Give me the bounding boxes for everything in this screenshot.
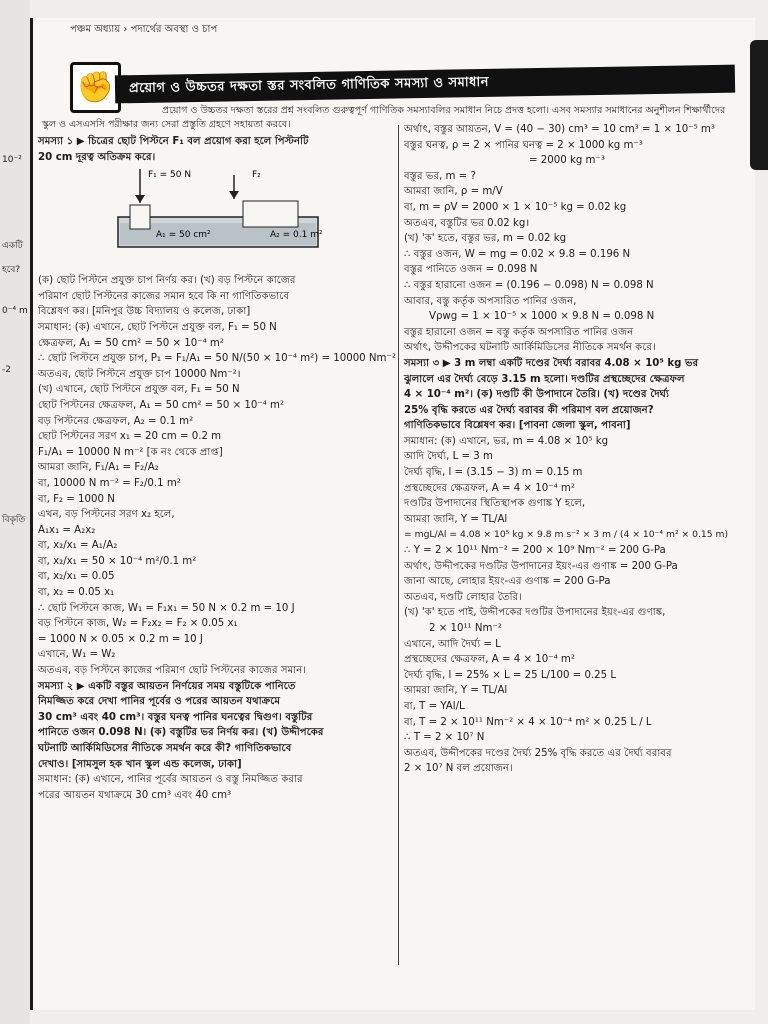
diagram-label-f2: F₂ — [252, 170, 261, 181]
margin-text: 0⁻⁴ m — [2, 306, 28, 316]
text-line: বা, T = 2 × 10¹¹ Nm⁻² × 4 × 10⁻⁴ m² × 0.25 L / L — [404, 716, 652, 728]
problem-3-line: ঝুলালে এর দৈর্ঘ্য বেড়ে 3.15 m হলো। দণ্ডটির প্রস্থচ্ছেদের ক্ষেত্রফল — [404, 373, 685, 385]
text-line: ছোট পিস্টনের ক্ষেত্রফল, A₁ = 50 cm² = 50 × 10⁻⁴ m² — [38, 399, 285, 411]
margin-text: -2 — [2, 365, 11, 375]
text-line: = mgL/Al = 4.08 × 10⁵ kg × 9.8 m s⁻² × 3 m / (4 × 10⁻⁴ m² × 0.15 m) — [404, 529, 729, 541]
text-line: = 1000 N × 0.05 × 0.2 m = 10 J — [38, 633, 203, 645]
text-line: বিশ্লেষণ কর। [মনিপুর উচ্চ বিদ্যালয় ও কলেজ, ঢাকা] — [38, 306, 251, 318]
margin-text: 10⁻² — [2, 155, 22, 165]
text-line: এখন, বড় পিস্টনের সরণ x₂ হলে, — [38, 509, 175, 521]
problem-3-line: 25% বৃদ্ধি করতে এর দৈর্ঘ্য বরাবর কী পরিমাণ বল প্রয়োজন? — [404, 404, 654, 416]
text-line: বা, m = ρV = 2000 × 1 × 10⁻⁵ kg = 0.02 kg — [404, 201, 627, 213]
text-line: 2 × 10⁷ N বল প্রয়োজন। — [404, 763, 513, 775]
problem-2-line: 30 cm³ এবং 40 cm³। বস্তুর ঘনত্ব পানির ঘনত্বের দ্বিগুণ। বস্তুটির — [38, 711, 313, 723]
diagram-label-a2: A₂ = 0.1 m² — [270, 230, 323, 241]
text-line: পরের আয়তন যথাক্রমে 30 cm³ এবং 40 cm³ — [38, 789, 232, 801]
text-line: ∴ Y = 2 × 10¹¹ Nm⁻² = 200 × 10⁹ Nm⁻² = 200 G-Pa — [404, 545, 666, 557]
text-line: বা, x₂/x₁ = 50 × 10⁻⁴ m²/0.1 m² — [38, 555, 197, 567]
text-line: অতএব, দণ্ডটি লোহার তৈরি। — [404, 591, 522, 603]
text-line: ∴ T = 2 × 10⁷ N — [404, 732, 485, 744]
text-line: (খ) 'ক' হতে, বস্তুর ভর, m = 0.02 kg — [404, 233, 567, 245]
problem-1-line: সমস্যা ১ ▶ চিত্রের ছোট পিস্টনে F₁ বল প্রয়োগ করা হলে পিস্টনটি — [38, 136, 309, 147]
text-line: সমাধান: (ক) এখানে, ভর, m = 4.08 × 10⁵ kg — [404, 435, 609, 447]
column-divider — [398, 125, 399, 965]
text-line: আমরা জানি, Y = TL/Al — [404, 513, 508, 525]
text-line: আদি দৈর্ঘ্য, L = 3 m — [404, 451, 493, 463]
text-line: অতএব, বড় পিস্টনে কাজের পরিমাণ ছোট পিস্টনের কাজের সমান। — [38, 665, 306, 677]
left-column — [38, 134, 398, 803]
text-line: দৈর্ঘ্য বৃদ্ধি, l = 25% × L = 25 L/100 = 0.25 L — [404, 669, 617, 681]
diagram-label-a1: A₁ = 50 cm² — [156, 230, 211, 241]
text-line: ∴ ছোট পিস্টনে প্রযুক্ত চাপ, P₁ = F₁/A₁ = 50 N/(50 × 10⁻⁴ m²) = 10000 Nm⁻² — [38, 353, 396, 365]
problem-2-line: দেখাও। [সামসুল হক খান স্কুল এন্ড কলেজ, ঢাকা] — [38, 758, 242, 770]
text-line: বা, T = YAl/L — [404, 700, 465, 712]
text-line: আমরা জানি, F₁/A₁ = F₂/A₂ — [38, 462, 159, 474]
diagram-label-f1: F₁ = 50 N — [148, 170, 192, 181]
text-line: বা, F₂ = 1000 N — [38, 493, 115, 505]
section-banner: প্রয়োগ ও উচ্চতর দক্ষতা স্তর সংবলিত গাণিতিক সমস্যা ও সমাধান — [115, 65, 735, 104]
text-line: বা, x₂/x₁ = A₁/A₂ — [38, 540, 118, 552]
problem-2-line: ঘটনাটি আর্কিমিডিসের নীতিকে সমর্থন করে কী? গাণিতিকভাবে — [38, 743, 292, 754]
text-line: আমরা জানি, ρ = m/V — [404, 186, 503, 198]
text-line: অতএব, উদ্দীপকের দণ্ডের দৈর্ঘ্য 25% বৃদ্ধি করতে এর দৈর্ঘ্য বরাবর — [404, 747, 672, 759]
text-line: A₁x₁ = A₂x₂ — [38, 524, 96, 536]
text-line: ছোট পিস্টনের সরণ x₁ = 20 cm = 0.2 m — [38, 431, 222, 443]
text-line: Vρwg = 1 × 10⁻⁵ × 1000 × 9.8 N = 0.098 N — [429, 311, 655, 323]
text-line: পরিমাণ ছোট পিস্টনের কাজের সমান হবে কি না গাণিতিকভাবে — [38, 290, 289, 302]
text-line: আমরা জানি, Y = TL/Al — [404, 685, 508, 697]
text-line: বস্তুর পানিতে ওজন = 0.098 N — [404, 264, 538, 276]
margin-text: হবে? — [2, 265, 21, 275]
text-line: অতএব, ছোট পিস্টনে প্রযুক্ত চাপ 10000 Nm⁻²। — [38, 368, 241, 380]
text-line: বড় পিস্টনের ক্ষেত্রফল, A₂ = 0.1 m² — [38, 415, 194, 427]
text-line: 2 × 10¹¹ Nm⁻² — [429, 623, 502, 634]
problem-1-line: 20 cm দূরত্ব অতিক্রম করে। — [38, 151, 156, 163]
fist-icon: ✊ — [70, 62, 121, 113]
section-intro: প্রয়োগ ও উচ্চতর দক্ষতা স্তরের প্রশ্ন সংবলিত গুরুত্বপূর্ণ গাণিতিক সমস্যাবলির সমাধান নিচে প্রদত্ত হলো। এসব সমস্যার সমাধানের অনুশীলন শিক্ষার্থীদের স্কুল ও এসএসসি পরীক্ষার জন্য সেরা প্রস্তুতি গ্রহণে সহায়তা করবে। — [42, 105, 726, 130]
text-line: ক্ষেত্রফল, A₁ = 50 cm² = 50 × 10⁻⁴ m² — [38, 337, 224, 349]
text-line: দণ্ডটির উপাদানের স্থিতিস্থাপক গুণাঙ্ক Y হলে, — [404, 498, 586, 510]
problem-2-line: নিমজ্জিত করে দেখা পানির পূর্বের ও পরের আয়তন যথাক্রমে — [38, 696, 280, 708]
text-line: (খ) 'ক' হতে পাই, উদ্দীপকের দণ্ডটির উপাদানের ইয়ং-এর গুণাঙ্ক, — [404, 607, 666, 619]
text-line: (ক) ছোট পিস্টনে প্রযুক্ত চাপ নির্ণয় কর। (খ) বড় পিস্টনে কাজের — [38, 275, 296, 287]
text-line: = 2000 kg m⁻³ — [529, 155, 605, 167]
text-line: আবার, বস্তু কর্তৃক অপসারিত পানির ওজন, — [404, 295, 577, 307]
text-line: এখানে, W₁ = W₂ — [38, 649, 116, 661]
text-line: F₁/A₁ = 10000 N m⁻² [ক নং থেকে প্রাপ্ত] — [38, 446, 223, 458]
text-line: প্রস্থচ্ছেদের ক্ষেত্রফল, A = 4 × 10⁻⁴ m² — [404, 482, 575, 494]
text-line: অতএব, বস্তুটির ভর 0.02 kg। — [404, 217, 530, 229]
problem-3-line: গাণিতিকভাবে বিশ্লেষণ কর। [পাবনা জেলা স্কুল, পাবনা] — [404, 420, 631, 432]
text-line: বা, 10000 N m⁻² = F₂/0.1 m² — [38, 477, 181, 489]
problem-2-line: পানিতে ওজন 0.098 N। (ক) বস্তুটির ভর নির্ণয় কর। (খ) উদ্দীপকের — [38, 727, 324, 739]
right-column — [404, 122, 749, 777]
text-line: অর্থাৎ, উদ্দীপকের দণ্ডটির উপাদানের ইয়ং-এর গুণাঙ্ক = 200 G-Pa — [404, 560, 678, 572]
margin-text: একটি — [2, 241, 23, 251]
problem-3-line: সমস্যা ৩ ▶ 3 m লম্বা একটি দণ্ডের দৈর্ঘ্য বরাবর 4.08 × 10⁵ kg ভর — [404, 357, 699, 369]
text-line: দৈর্ঘ্য বৃদ্ধি, l = (3.15 − 3) m = 0.15 m — [404, 467, 583, 479]
text-line: জানা আছে, লোহার ইয়ং-এর গুণাঙ্ক = 200 G-Pa — [404, 576, 611, 588]
margin-text: বিকৃতি — [2, 515, 26, 525]
hydraulic-press-diagram — [38, 165, 398, 273]
left-margin — [0, 0, 30, 1024]
text-line: এখানে, আদি দৈর্ঘ্য = L — [404, 638, 501, 650]
text-line: সমাধান: (ক) এখানে, পানির পূর্বের আয়তন ও বস্তু নিমজ্জিত করার — [38, 774, 303, 786]
text-line: ∴ বস্তুর হারানো ওজন = (0.196 − 0.098) N = 0.098 N — [404, 279, 654, 291]
text-line: অর্থাৎ, উদ্দীপকের ঘটনাটি আর্কিমিডিসের নীতিকে সমর্থন করে। — [404, 342, 656, 354]
text-line: ∴ ছোট পিস্টনে কাজ, W₁ = F₁x₁ = 50 N × 0.2 m = 10 J — [38, 602, 295, 614]
text-line: প্রস্থচ্ছেদের ক্ষেত্রফল, A = 4 × 10⁻⁴ m² — [404, 654, 575, 666]
text-line: বস্তুর ঘনত্ব, ρ = 2 × পানির ঘনত্ব = 2 × 1000 kg m⁻³ — [404, 139, 643, 151]
text-line: সমাধান: (ক) এখানে, ছোট পিস্টনে প্রযুক্ত বল, F₁ = 50 N — [38, 321, 277, 333]
text-line: বা, x₂/x₁ = 0.05 — [38, 571, 115, 583]
text-line: (খ) এখানে, ছোট পিস্টনে প্রযুক্ত বল, F₁ = 50 N — [38, 384, 240, 396]
text-line: বড় পিস্টনে কাজ, W₂ = F₂x₂ = F₂ × 0.05 x₁ — [38, 618, 238, 630]
text-line: বস্তুর হারানো ওজন = বস্তু কর্তৃক অপসারিত পানির ওজন — [404, 326, 634, 338]
problem-2-line: সমস্যা ২ ▶ একটি বস্তুর আয়তন নির্ণয়ের সময় বস্তুটিকে পানিতে — [38, 680, 296, 692]
text-line: অর্থাৎ, বস্তুর আয়তন, V = (40 − 30) cm³ = 10 cm³ = 1 × 10⁻⁵ m³ — [404, 124, 715, 135]
problem-3-line: 4 × 10⁻⁴ m²। (ক) দণ্ডটি কী উপাদানে তৈরি। (খ) দণ্ডের দৈর্ঘ্য — [404, 389, 669, 401]
text-line: ∴ বস্তুর ওজন, W = mg = 0.02 × 9.8 = 0.196 N — [404, 248, 631, 260]
chapter-tab — [750, 40, 768, 170]
text-line: বা, x₂ = 0.05 x₁ — [38, 587, 115, 599]
running-header: পঞ্চম অধ্যায় › পদার্থের অবস্থা ও চাপ — [70, 24, 218, 35]
text-line: বস্তুর ভর, m = ? — [404, 170, 476, 182]
